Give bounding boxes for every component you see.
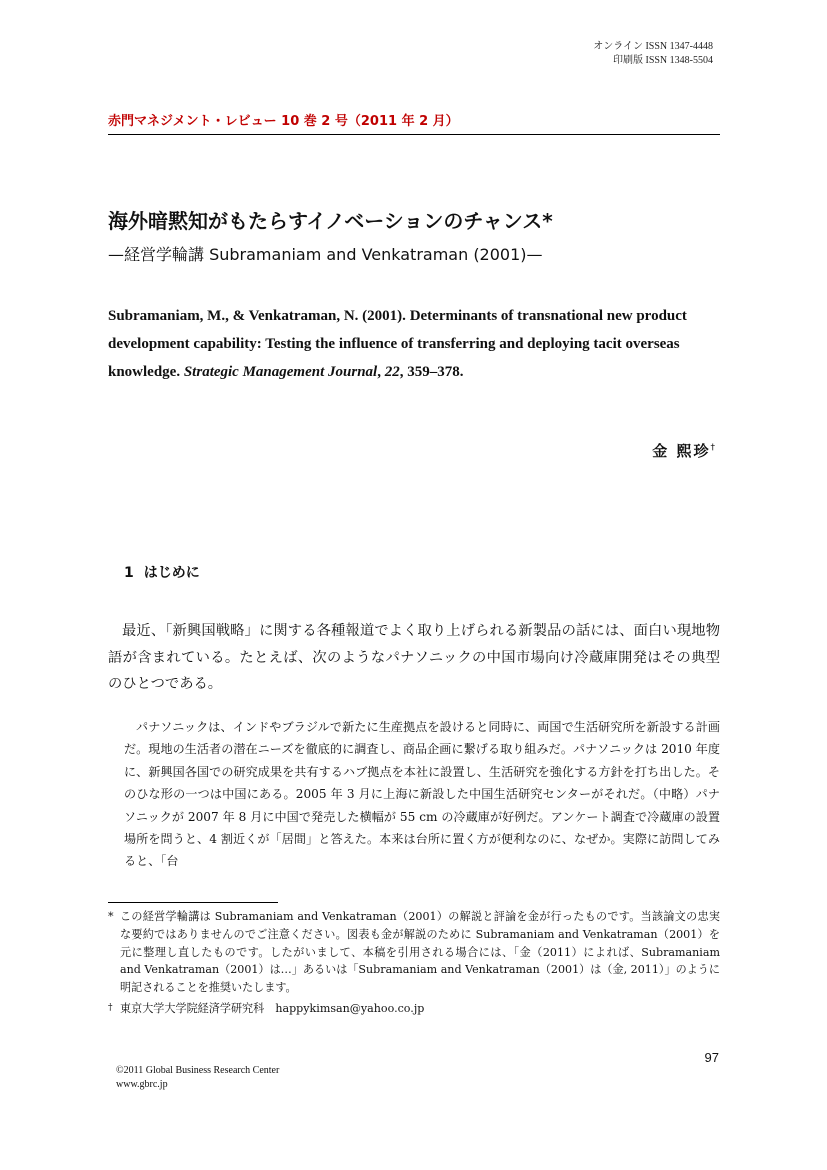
footer-copyright — [116, 1064, 279, 1092]
website-link[interactable]: www.gbrc.jp — [116, 1079, 168, 1090]
author-name: 金 熙珍 — [652, 442, 711, 460]
citation-volume: 22 — [384, 364, 400, 380]
journal-prefix: 赤門 — [108, 114, 135, 129]
citation-journal: Strategic Management Journal — [183, 364, 378, 380]
footnote-2-text: 東京大学大学院経済学研究科 happykimsan@yahoo.co.jp — [120, 1002, 425, 1015]
article-title: 海外暗黙知がもたらすイノベーションのチャンス* — [108, 209, 553, 233]
footnote-1 — [108, 908, 720, 997]
footnote-rule — [108, 902, 278, 903]
issn-print: 印刷版 ISSN 1348-5504 — [612, 55, 713, 66]
footnote-1-text: この経営学輪講は Subramaniam and Venkatraman（2001）の解説と評論を金が行ったものです。当該論文の忠実な要約ではありませんのでご注意ください。図表も金が解説のために Subramaniam and Venkatraman（2001）を元に整理し直したものです。したがいまして、本稿を引用される場合には、「金（2011）によれば、Subramaniam and Venkatraman（2001）は…」あるいは「Subramaniam and Venkatraman（2001）は（金, 2011）」のように明記されることを推奨いたします。 — [120, 910, 720, 995]
citation — [108, 302, 728, 386]
footnote-1-mark: * — [108, 910, 114, 923]
header-rule — [108, 134, 720, 135]
section-heading — [124, 562, 200, 582]
section-number: 1 — [124, 565, 134, 581]
copyright-text: ©2011 Global Business Research Center — [116, 1065, 280, 1076]
journal-issue: マネジメント・レビュー 10 巻 2 号（2011 年 2 月） — [134, 114, 459, 129]
issn-online: オンライン ISSN 1347-4448 — [593, 41, 713, 52]
citation-pages: , 359–378. — [399, 364, 464, 380]
footnote-2-mark: † — [108, 1003, 113, 1013]
article-subtitle: —経営学輪講 Subramaniam and Venkatraman (2001)— — [108, 245, 543, 264]
author-mark: † — [710, 443, 715, 453]
footnote-2 — [108, 1000, 720, 1018]
citation-paper-title: Determinants of transnational new product development capability: Testing the influence of transferring and deploying tacit overseas knowledge. — [108, 308, 687, 380]
citation-authors: Subramaniam, M., & Venkatraman, N. (2001). — [108, 308, 410, 324]
page-number: 97 — [704, 1050, 719, 1065]
block-quote: パナソニックは、インドやブラジルで新たに生産拠点を設けると同時に、両国で生活研究所を新設する計画だ。現地の生活者の潜在ニーズを徹底的に調査し、商品企画に繋げる取り組みだ。パナソニックは 2010 年度に、新興国各国での研究成果を共有するハブ拠点を本社に設置し、生活研究を強化する方針を打ち出した。そのひな形の一つは中国にある。2005 年 3 月に上海に新設した中国生活研究センターがそれだ。（中略）パナソニックが 2007 年 8 月に中国で発売した横幅が 55 cm の冷蔵庫が好例だ。アンケート調査で冷蔵庫の設置場所を問うと、4 割近くが「居間」と答えた。本来は台所に置く方が便利なのに、なぜか。実際に訪問してみると、「台 — [124, 720, 720, 869]
journal-header — [108, 110, 459, 129]
author — [652, 440, 715, 461]
citation-sep: , — [377, 364, 385, 380]
body-paragraph: 最近、「新興国戦略」に関する各種報道でよく取り上げられる新製品の話には、面白い現地物語が含まれている。たとえば、次のようなパナソニックの中国市場向け冷蔵庫開発はその典型のひとつである。 — [108, 623, 720, 693]
section-title: はじめに — [143, 565, 200, 581]
